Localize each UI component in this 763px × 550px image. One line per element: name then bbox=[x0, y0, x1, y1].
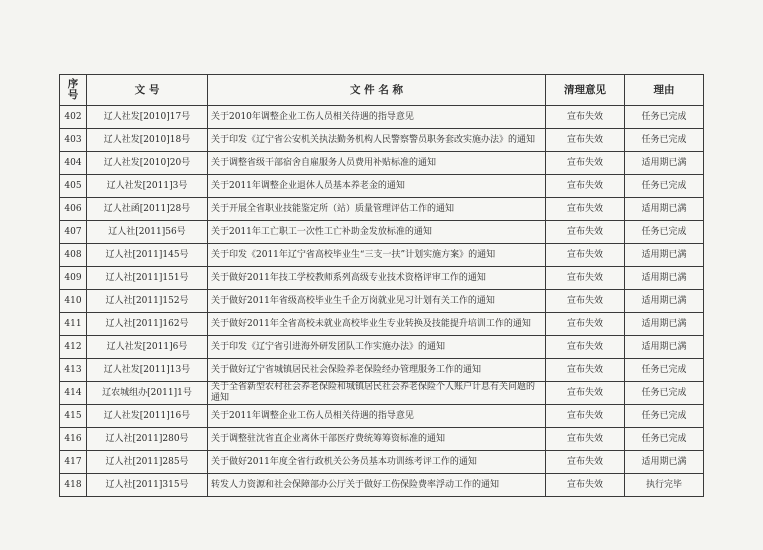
header-reason: 理由 bbox=[625, 75, 704, 106]
document-title: 转发人力资源和社会保障部办公厅关于做好工伤保险费率浮动工作的通知 bbox=[208, 474, 546, 497]
table-header-row bbox=[60, 75, 704, 106]
cleanup-opinion: 宣布失效 bbox=[546, 267, 625, 290]
table-row bbox=[60, 198, 704, 221]
document-title: 关于2011年调整企业退休人员基本养老金的通知 bbox=[208, 175, 546, 198]
cleanup-opinion: 宣布失效 bbox=[546, 221, 625, 244]
document-title: 关于2011年调整企业工伤人员相关待遇的指导意见 bbox=[208, 405, 546, 428]
reason: 任务已完成 bbox=[625, 382, 704, 405]
table-row bbox=[60, 152, 704, 175]
cleanup-opinion: 宣布失效 bbox=[546, 129, 625, 152]
document-number: 辽人社发[2011]6号 bbox=[87, 336, 208, 359]
reason: 适用期已满 bbox=[625, 451, 704, 474]
table-row bbox=[60, 405, 704, 428]
cleanup-opinion: 宣布失效 bbox=[546, 313, 625, 336]
reason: 任务已完成 bbox=[625, 129, 704, 152]
table-row bbox=[60, 313, 704, 336]
document-title: 关于调整驻沈省直企业离休干部医疗费统筹筹资标准的通知 bbox=[208, 428, 546, 451]
cleanup-opinion: 宣布失效 bbox=[546, 175, 625, 198]
cleanup-opinion: 宣布失效 bbox=[546, 428, 625, 451]
table-row bbox=[60, 451, 704, 474]
document-number: 辽人社[2011]152号 bbox=[87, 290, 208, 313]
document-title: 关于调整省级干部宿舍自雇服务人员费用补贴标准的通知 bbox=[208, 152, 546, 175]
reason: 适用期已满 bbox=[625, 267, 704, 290]
row-number: 418 bbox=[60, 474, 87, 497]
cleanup-opinion: 宣布失效 bbox=[546, 290, 625, 313]
document-title: 关于做好2011年全省高校未就业高校毕业生专业转换及技能提升培训工作的通知 bbox=[208, 313, 546, 336]
row-number: 407 bbox=[60, 221, 87, 244]
document-number: 辽人社发[2011]13号 bbox=[87, 359, 208, 382]
document-title: 关于做好2011年度全省行政机关公务员基本功训练考评工作的通知 bbox=[208, 451, 546, 474]
document-number: 辽人社函[2011]28号 bbox=[87, 198, 208, 221]
document-number: 辽人社[2011]145号 bbox=[87, 244, 208, 267]
cleanup-opinion: 宣布失效 bbox=[546, 244, 625, 267]
row-number: 405 bbox=[60, 175, 87, 198]
reason: 适用期已满 bbox=[625, 313, 704, 336]
document-number: 辽人社[2011]162号 bbox=[87, 313, 208, 336]
row-number: 411 bbox=[60, 313, 87, 336]
document-title: 关于做好2011年技工学校教师系列高级专业技术资格评审工作的通知 bbox=[208, 267, 546, 290]
table-row bbox=[60, 359, 704, 382]
document-title: 关于做好辽宁省城镇居民社会保险养老保险经办管理服务工作的通知 bbox=[208, 359, 546, 382]
reason: 适用期已满 bbox=[625, 198, 704, 221]
table-row bbox=[60, 267, 704, 290]
row-number: 413 bbox=[60, 359, 87, 382]
reason: 任务已完成 bbox=[625, 405, 704, 428]
table-row bbox=[60, 221, 704, 244]
cleanup-opinion: 宣布失效 bbox=[546, 152, 625, 175]
table-row bbox=[60, 474, 704, 497]
reason: 任务已完成 bbox=[625, 221, 704, 244]
reason: 任务已完成 bbox=[625, 359, 704, 382]
document-number: 辽人社[2011]315号 bbox=[87, 474, 208, 497]
row-number: 417 bbox=[60, 451, 87, 474]
cleanup-opinion: 宣布失效 bbox=[546, 451, 625, 474]
table-row bbox=[60, 382, 704, 405]
document-number: 辽农城组办[2011]1号 bbox=[87, 382, 208, 405]
reason: 任务已完成 bbox=[625, 106, 704, 129]
document-number: 辽人社[2011]280号 bbox=[87, 428, 208, 451]
row-number: 408 bbox=[60, 244, 87, 267]
table-row bbox=[60, 244, 704, 267]
table-row bbox=[60, 129, 704, 152]
cleanup-opinion: 宣布失效 bbox=[546, 359, 625, 382]
document-title: 关于2010年调整企业工伤人员相关待遇的指导意见 bbox=[208, 106, 546, 129]
reason: 适用期已满 bbox=[625, 244, 704, 267]
document-table bbox=[59, 74, 704, 497]
row-number: 404 bbox=[60, 152, 87, 175]
row-number: 409 bbox=[60, 267, 87, 290]
table-body bbox=[60, 106, 704, 497]
row-number: 412 bbox=[60, 336, 87, 359]
reason: 适用期已满 bbox=[625, 152, 704, 175]
cleanup-opinion: 宣布失效 bbox=[546, 198, 625, 221]
header-opinion: 清理意见 bbox=[546, 75, 625, 106]
row-number: 406 bbox=[60, 198, 87, 221]
document-title: 关于开展全省职业技能鉴定所（站）质量管理评估工作的通知 bbox=[208, 198, 546, 221]
reason: 执行完毕 bbox=[625, 474, 704, 497]
header-ref: 文 号 bbox=[87, 75, 208, 106]
table-row bbox=[60, 428, 704, 451]
document-number: 辽人社[2011]151号 bbox=[87, 267, 208, 290]
row-number: 415 bbox=[60, 405, 87, 428]
row-number: 402 bbox=[60, 106, 87, 129]
reason: 任务已完成 bbox=[625, 428, 704, 451]
row-number: 416 bbox=[60, 428, 87, 451]
document-number: 辽人社发[2011]16号 bbox=[87, 405, 208, 428]
cleanup-opinion: 宣布失效 bbox=[546, 405, 625, 428]
cleanup-opinion: 宣布失效 bbox=[546, 336, 625, 359]
table-row bbox=[60, 290, 704, 313]
document-title: 关于印发《辽宁省公安机关执法勤务机构人民警察警员职务套改实施办法》的通知 bbox=[208, 129, 546, 152]
document-title: 关于做好2011年省级高校毕业生千企万岗就业见习计划有关工作的通知 bbox=[208, 290, 546, 313]
reason: 适用期已满 bbox=[625, 290, 704, 313]
document-number: 辽人社发[2010]18号 bbox=[87, 129, 208, 152]
document-title: 关于全省新型农村社会养老保险和城镇居民社会养老保险个人账户计息有关问题的通知 bbox=[208, 382, 546, 405]
cleanup-opinion: 宣布失效 bbox=[546, 474, 625, 497]
row-number: 410 bbox=[60, 290, 87, 313]
header-title: 文 件 名 称 bbox=[208, 75, 546, 106]
reason: 适用期已满 bbox=[625, 336, 704, 359]
document-number: 辽人社发[2010]20号 bbox=[87, 152, 208, 175]
document-number: 辽人社[2011]285号 bbox=[87, 451, 208, 474]
header-num: 序号 bbox=[60, 75, 87, 106]
document-title: 关于印发《辽宁省引进海外研发团队工作实施办法》的通知 bbox=[208, 336, 546, 359]
document-number: 辽人社[2011]56号 bbox=[87, 221, 208, 244]
cleanup-opinion: 宣布失效 bbox=[546, 382, 625, 405]
document-title: 关于2011年工亡职工一次性工亡补助金发放标准的通知 bbox=[208, 221, 546, 244]
cleanup-opinion: 宣布失效 bbox=[546, 106, 625, 129]
row-number: 403 bbox=[60, 129, 87, 152]
table-row bbox=[60, 106, 704, 129]
table-row bbox=[60, 175, 704, 198]
table-row bbox=[60, 336, 704, 359]
row-number: 414 bbox=[60, 382, 87, 405]
document-number: 辽人社发[2010]17号 bbox=[87, 106, 208, 129]
document-number: 辽人社发[2011]3号 bbox=[87, 175, 208, 198]
document-title: 关于印发《2011年辽宁省高校毕业生“三支一扶”计划实施方案》的通知 bbox=[208, 244, 546, 267]
reason: 任务已完成 bbox=[625, 175, 704, 198]
